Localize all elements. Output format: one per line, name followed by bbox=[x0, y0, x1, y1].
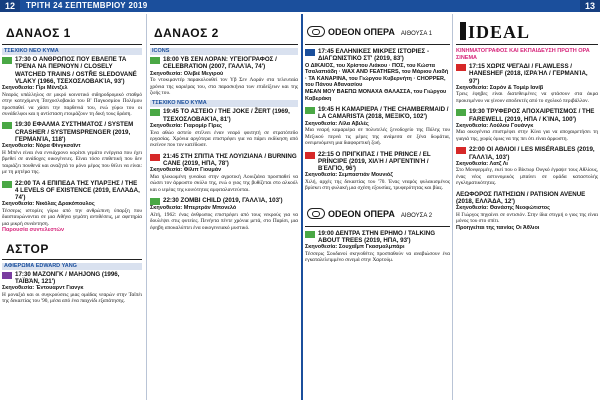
issue-date: ΤΡΙΤΗ 24 ΣΕΠΤΕΜΒΡΙΟΥ 2019 bbox=[26, 1, 148, 10]
odeon-logo-icon bbox=[307, 208, 325, 219]
screening-title: 18:00 ΥΒ ΣΕΝ ΛΟΡΑΝ: ΥΓΕΙΟΓΡΑΦΟΣ / CELEBRATION (2007, ΓΑΛΛΊΑ, 74') bbox=[163, 56, 277, 71]
synopsis: Τέσσερις ιστορίες γύρω από την ανθρώπινη ύπαρξη που διασταυρώνονται σε μια Αθήνα γεμάτη αντιθέσεις, με αφετηρία μια μικρή συνάντηση. bbox=[2, 208, 142, 227]
hall-label: ΑΙΘΟΥΣΑ 2 bbox=[400, 212, 433, 219]
synopsis: Τέσσερις Σουδανοί σκηνοθέτες προσπαθούν να αναβιώσουν ένα εγκαταλελειμμένο σινεμά στην Χαρτούμ. bbox=[305, 251, 450, 264]
director-line: Σκηνοθεσία: Θανάσης Νεοφώτιστος bbox=[456, 205, 551, 212]
director-line: Σκηνοθεσία: Φίλιπ Γιουμάν bbox=[150, 167, 222, 174]
venue-name: ODEON ΟΠΕΡΑ bbox=[328, 27, 395, 37]
synopsis: Η Μπένι είναι ένα εννιάχρονο κορίτσι γεμάτο ενέργεια που έχει βρεθεί σε ανάδοχες οικογένειες. Είναι τόσο επιθετική που δεν ταιριάζει πουθενά και αναζητά το μόνο μέρος που θέλει να είναι: με τη μητέρα της. bbox=[2, 149, 142, 176]
synopsis: Η μοναξιά και οι συγκρούσεις μιας ομάδας νεαρών στην Ταϊπέι της δεκαετίας του '90, μέσα από ένα παιχνίδι εξαπάτησης. bbox=[2, 292, 142, 305]
column-ideal bbox=[456, 14, 598, 400]
screening-title: 17:30 Ο ΑΝΘΡΩΠΟΣ ΠΟΥ ΕΒΛΕΠΕ ΤΑ ΤΡΕΝΑ ΝΑ ΠΕΡΝΟΥΝ / CLOSELY WATCHED TRAINS / OSTŘE SLEDOVANÉ VLAKY (1966, ΤΣΕΧΟΣΛΟΒΑΚΊΑ, 93') bbox=[15, 56, 137, 85]
synopsis: Μια ηλικιωμένη γυναίκα στην αγροτική Λουιζιάνα προσπαθεί να σώσει τον άρρωστο σκύλο της, ενώ ο γιος της βυθίζεται στο αλκοόλ και ο ιερέας της κοινότητας αμφιταλαντεύεται. bbox=[150, 174, 298, 193]
screening-title: 21:45 ΣΤΗ ΣΠΙΤΙΑ ΤΗΣ ΛΟΥΙΖΙΑΝΑ / BURNING CANE (2019, ΗΠΑ, 78') bbox=[163, 152, 297, 168]
synopsis: Ένα αθώο αστείο στέλνει έναν νεαρό φοιτητή σε στρατόπεδο εργασίας. Χρόνια αργότερα επιστρέφει για να πάρει εκδίκηση από εκείνον που τον κατέδωσε. bbox=[150, 129, 298, 149]
venue-title: ΑΣΤΟΡ bbox=[2, 238, 142, 260]
screening-entry bbox=[456, 108, 598, 142]
screening-title: 19:30 ΕΦΑΛΜΑ ΣΥΣΤΗΜΑΤΟΣ / SYSTEM CRASHER / SYSTEMSPRENGER (2019, ΓΕΡΜΑΝΊΑ, 118') bbox=[15, 121, 134, 143]
right-page-number: 13 bbox=[580, 0, 600, 12]
ticket-icon bbox=[2, 122, 12, 129]
director-line: Σκηνοθεσία: Ολιβιέ Μεγιρού bbox=[150, 70, 224, 77]
screening-title: 17:45 ΕΛΛΗΝΙΚΕΣ ΜΙΚΡΕΣ ΙΣΤΟΡΙΕΣ - ΔΙΑΓΩΝΙΣΤΙΚΟ ΣΤ' (2019, 83') bbox=[318, 48, 430, 63]
venue-title bbox=[305, 14, 450, 45]
venue-title bbox=[305, 196, 450, 227]
synopsis: Μια νεαρή καμαριέρα σε πολυτελές ξενοδοχείο της Πόλης του Μεξικού περνά τις μέρες της ανάμεσα σε ξένα δωμάτια, ονειρευόμενη μια διαφορετική ζωή. bbox=[305, 127, 450, 147]
screening-entry bbox=[456, 48, 598, 104]
venue-name: ODEON ΟΠΕΡΑ bbox=[328, 208, 395, 219]
ticket-icon bbox=[2, 57, 12, 64]
screening-title: 17:30 ΜΑΖΟΝΓΚ / MAHJONG (1996, ΤΑΪΒΆΝ, 121') bbox=[15, 270, 120, 286]
ideal-logo-icon bbox=[460, 22, 466, 40]
director-line: Σκηνοθεσία: Νόρα Φίνγκσαϊντ bbox=[2, 143, 81, 150]
screening-entry bbox=[150, 197, 298, 231]
synopsis: Η Γιώργος πηγαίνει σε οντισιόν. Στην ίδια στιγμή ο γιος της είναι μόνος του στο σπίτι. bbox=[456, 211, 598, 225]
column-odeon-opera bbox=[305, 14, 450, 400]
column-divider bbox=[146, 14, 147, 400]
director-line: Σκηνοθεσία: Νικόλας Δρακόπουλος bbox=[2, 201, 95, 208]
section-label: ΤΣΕΧΙΚΟ ΝΕΟ ΚΥΜΑ bbox=[2, 48, 142, 55]
ticket-icon bbox=[305, 49, 315, 56]
screening-title: 22:00 ΟΙ ΑΘΛΙΟΙ / LES MISÉRABLES (2019, ΓΑΛΛΊΑ, 103') bbox=[469, 146, 595, 161]
screening-entry bbox=[2, 263, 142, 305]
synopsis: Τρεις έφηβες είναι διατεθειμένες να φτάσουν στα άκρα προκειμένου να γίνουν αποδεκτές από το σχολικό περιβάλλον. bbox=[456, 91, 598, 104]
venue-title bbox=[456, 14, 598, 45]
ticket-icon bbox=[456, 147, 466, 154]
ticket-icon bbox=[150, 198, 160, 205]
odeon-logo-icon bbox=[307, 26, 325, 37]
section-label: ΚΙΝΗΜΑΤΟΓΡΑΦΟΣ ΚΑΙ ΕΚΠΑΙΔΕΥΣΗ ΠΡΩΤΗ ΟΡΑ ΣΙΝΕΜΑ bbox=[456, 48, 590, 61]
ticket-icon bbox=[150, 154, 160, 161]
program-list: Ο ΔΙΚΑΙΟΣ, του Χρίστου Λιάκου · ΠΟΣ, του Κώστα Τσαλαπιάδη · WAX AND FEATHERS, του Μάριου Λιαδή · ΤΑ ΚΑΝΑΡΙΝΑ, του Γιώργου Κυβερνήτη · CHOPPER, του Πάνου Αθανασίου bbox=[305, 62, 449, 89]
ticket-icon bbox=[305, 152, 315, 159]
synopsis: Αϊτή, 1962: ένας άνθρωπος επιστρέφει από τους νεκρούς για να δουλέψει στις φυτείες. Πενήντα πέντε χρόνια μετά, στο Παρίσι, μια έφηβη αποκαλύπτει ένα οικογενειακό μυστικό. bbox=[150, 211, 298, 231]
section-label: ΤΣΕΧΙΚΟ ΝΕΟ ΚΥΜΑ bbox=[150, 100, 298, 107]
ticket-icon bbox=[2, 272, 12, 279]
director-line: Σκηνοθεσία: Έντουαρντ Γιανγκ bbox=[2, 285, 84, 292]
screening-entry bbox=[305, 48, 450, 102]
synopsis: Το ντοκιμαντέρ παρακολουθεί τον Υβ Σεν Λοράν στα τελευταία χρόνια της καριέρας του, στα παρασκήνια των επιδείξεων και της ζωής του. bbox=[150, 77, 298, 96]
venue-title: ΔΑΝΑΟΣ 1 bbox=[2, 14, 142, 45]
screening-entry bbox=[150, 48, 298, 96]
event-note: Παρουσία συντελεστών bbox=[2, 227, 65, 234]
synopsis: Χιλή, αρχές της δεκαετίας του '70. Ένας νεαρός φυλακισμένος βρίσκει στη φυλακή μια σχέση εξουσίας, τρυφερότητας και βίας. bbox=[305, 179, 450, 192]
screening-title: 22:00 ΤΑ 4 ΕΠΙΠΕΔΑ ΤΗΣ ΥΠΑΡΞΗΣ / THE 4 LEVELS OF EXISTENCE (2019, ΕΛΛΆΔΑ, 74') bbox=[15, 179, 140, 202]
screening-entry bbox=[150, 153, 298, 193]
venue-name: IDEAL bbox=[468, 22, 531, 42]
ticket-icon bbox=[305, 107, 315, 114]
ticket-icon bbox=[150, 109, 160, 116]
program-list-extra: MEAN MOY ΒΑΕΠΩ ΜΟΝΑΧΑ ΘΑΛΑΣΣΑ, του Γιώργου Καβεράκη bbox=[305, 88, 447, 102]
screening-title: 19:00 ΔΕΝΤΡΑ ΣΤΗΝ ΕΡΗΜΟ / TALKING ABOUT TREES (2019, ΗΠΑ, 93') bbox=[318, 229, 436, 245]
synopsis: Στο Μονφερμέιγ, εκεί που ο Βίκτωρ Ουγκό έγραψε τους Αθλίους, ένας νέος αστυνομικός μπαίνει σε ομάδα καταστολής εγκληματικότητας. bbox=[456, 167, 598, 187]
screening-entry bbox=[456, 191, 598, 232]
screening-entry bbox=[2, 48, 142, 117]
synopsis: Νεαρός υπάλληλος σε μικρό κοινοτικό σιδηροδρομικό σταθμό στην κατεχόμενη Τσεχοσλοβακία του Β' Παγκοσμίου Πολέμου προσπαθεί να χάσει την παρθενιά του, ενώ γύρω του οι συνάδελφοι και η αντίσταση ετοιμάζουν τη δική τους δράση. bbox=[2, 91, 142, 117]
section-label: ΑΦΙΕΡΩΜΑ EDWARD YANG bbox=[2, 263, 142, 270]
director-line: Σκηνοθεσία: Σαρόν & Τομέρ Ιανίβ bbox=[456, 84, 544, 91]
ticket-icon bbox=[456, 109, 466, 116]
page-gutter bbox=[301, 14, 303, 400]
event-note: Προηγείται της ταινίας Οι Άθλιοι bbox=[456, 224, 540, 231]
column-danaos-1 bbox=[2, 14, 142, 400]
ticket-icon bbox=[2, 181, 12, 188]
director-line: Σκηνοθεσία: Σουχαΐμπ Γκασμαλμπάρι bbox=[305, 244, 405, 251]
screening-entry bbox=[150, 100, 298, 148]
ticket-icon bbox=[456, 64, 466, 71]
screening-title: 22:30 ZOMBI CHILD (2019, ΓΑΛΛΊΑ, 103') bbox=[163, 197, 283, 205]
ticket-icon bbox=[150, 57, 160, 64]
director-line: Σκηνοθεσία: Λατζ Λι bbox=[456, 160, 508, 167]
screening-entry bbox=[305, 230, 450, 264]
screening-entry bbox=[2, 180, 142, 234]
screening-entry bbox=[305, 151, 450, 192]
synopsis: Μια οικογένεια επιστρέφει στην Κίνα για να αποχαιρετήσει τη γιαγιά της, χωρίς όμως να της πει ότι είναι άρρωστη. bbox=[456, 129, 598, 142]
short-film-year: (2018, ΕΛΛΆΔΑ, 12') bbox=[456, 198, 515, 205]
column-divider bbox=[452, 14, 453, 400]
director-line: Σκηνοθεσία: Γιαρομίρ Γίρες bbox=[150, 123, 222, 129]
director-line: Σκηνοθεσία: Σεμπαστιάν Μουνιόζ bbox=[305, 172, 393, 179]
section-label: ICONS bbox=[150, 48, 298, 55]
left-page-number: 12 bbox=[0, 0, 20, 12]
director-line: Σκηνοθεσία: Μπερτράν Μπονελό bbox=[150, 205, 237, 212]
short-film-title: ΛΕΩΦΟΡΟΣ ΠΑΤΗΣΙΩΝ / PATISION AVENUE bbox=[456, 190, 586, 198]
page-header-bar bbox=[0, 0, 600, 12]
hall-label: ΑΙΘΟΥΣΑ 1 bbox=[400, 31, 433, 37]
screening-entry bbox=[305, 106, 450, 146]
screening-title: 19:45 Η ΚΑΜΑΡΙΕΡΑ / THE CHAMBERMAID / LA CAMARISTA (2018, ΜΕΞΙΚΌ, 102') bbox=[318, 106, 449, 121]
director-line: Σκηνοθεσία: Γίρι Μέντζελ bbox=[2, 85, 68, 92]
director-line: Σκηνοθεσία: Λούλου Γουάνγκ bbox=[456, 122, 534, 129]
screening-title: 22:15 Ο ΠΡΙΓΚΙΠΑΣ / THE PRINCE / EL PRÍNCIPE (2019, ΧΙΛΉ / ΑΡΓΕΝΤΙΝΉ / ΒΈΛΓΙΟ, 96') bbox=[318, 150, 431, 173]
screening-entry bbox=[2, 121, 142, 175]
ticket-icon bbox=[305, 231, 315, 238]
screening-title: 19:30 ΤΡΥΦΕΡΟΣ ΑΠΟΧΑΙΡΕΤΙΣΜΟΣ / THE FAREWELL (2019, ΗΠΑ / ΚΊΝΑ, 100') bbox=[469, 108, 595, 123]
venue-title: ΔΑΝΑΟΣ 2 bbox=[150, 14, 298, 45]
director-line: Σκηνοθεσία: Λίλα Αβιλές bbox=[305, 120, 369, 127]
screening-entry bbox=[456, 146, 598, 186]
screening-title: 19:45 ΤΟ ΑΣΤΕΙΟ / THE JOKE / ŽERT (1969, ΤΣΕΧΟΣΛΟΒΑΚΊΑ, 81') bbox=[163, 108, 290, 123]
column-danaos-2 bbox=[150, 14, 298, 400]
screening-title: 17:15 ΧΩΡΙΣ ΨΕΓΑΔΙ / FLAWLESS / HANESHEF (2018, ΙΣΡΑΉΛ / ΓΕΡΜΑΝΊΑ, 97') bbox=[469, 63, 588, 85]
